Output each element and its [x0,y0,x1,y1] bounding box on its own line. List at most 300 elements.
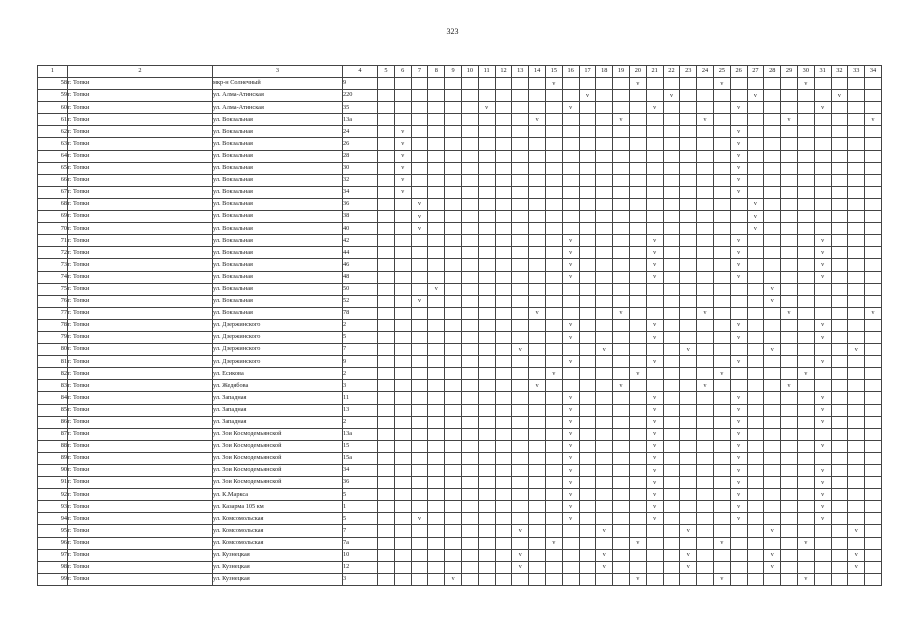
cell-city: г. Топки [68,404,213,416]
cell-col-14 [529,501,546,513]
cell-col-9 [445,465,462,477]
cell-street: ул. Вокзальная [213,247,343,259]
cell-col-5 [378,477,395,489]
table-row [38,307,882,319]
cell-col-17 [579,380,596,392]
cell-col-16 [562,525,579,537]
cell-col-5 [378,513,395,525]
cell-col-16 [562,549,579,561]
cell-col-7 [411,331,428,343]
cell-street: ул. Вокзальная [213,283,343,295]
check-mark: v [814,513,831,525]
cell-col-14 [529,477,546,489]
cell-col-33 [848,537,865,549]
cell-col-34 [865,356,882,368]
cell-col-34 [865,416,882,428]
cell-col-9 [445,513,462,525]
cell-col-20 [629,380,646,392]
check-mark: v [646,259,663,271]
cell-col-29 [781,549,798,561]
cell-col-15 [545,380,562,392]
cell-col-34 [865,223,882,235]
cell-col-26 [730,198,747,210]
check-mark: v [680,344,697,356]
cell-col-10 [461,356,478,368]
cell-col-10 [461,114,478,126]
cell-col-15 [545,416,562,428]
cell-col-24 [697,489,714,501]
cell-col-32 [831,126,848,138]
cell-house: 12 [343,561,378,573]
column-header-19: 19 [613,66,630,78]
cell-col-17 [579,489,596,501]
cell-city: г. Топки [68,465,213,477]
check-mark: v [764,549,781,561]
cell-street: ул. Кузнецкая [213,561,343,573]
cell-col-5 [378,78,395,90]
cell-col-14 [529,78,546,90]
cell-col-28 [764,440,781,452]
cell-col-20 [629,477,646,489]
check-mark: v [411,513,428,525]
column-header-7: 7 [411,66,428,78]
cell-col-18 [596,247,613,259]
cell-col-15 [545,440,562,452]
cell-col-21 [646,283,663,295]
cell-col-34 [865,428,882,440]
cell-col-21 [646,525,663,537]
cell-col-24 [697,344,714,356]
cell-col-22 [663,150,680,162]
cell-col-33 [848,271,865,283]
cell-col-31 [814,162,831,174]
cell-col-15 [545,489,562,501]
cell-col-12 [495,428,512,440]
cell-col-29 [781,513,798,525]
check-mark: v [562,235,579,247]
cell-num: 95 [38,525,68,537]
check-mark: v [646,331,663,343]
cell-col-18 [596,259,613,271]
cell-col-25 [713,307,730,319]
cell-col-8 [428,295,445,307]
cell-col-11 [478,138,495,150]
check-mark: v [613,114,630,126]
cell-col-8 [428,392,445,404]
cell-col-14 [529,295,546,307]
cell-col-28 [764,90,781,102]
cell-col-9 [445,114,462,126]
cell-col-20 [629,356,646,368]
cell-col-14 [529,223,546,235]
table-row [38,501,882,513]
check-mark: v [797,537,814,549]
cell-city: г. Топки [68,295,213,307]
cell-col-14 [529,174,546,186]
cell-col-11 [478,90,495,102]
cell-col-19 [613,102,630,114]
cell-col-13 [512,440,529,452]
column-header-29: 29 [781,66,798,78]
cell-col-7 [411,380,428,392]
cell-col-29 [781,186,798,198]
cell-col-7 [411,271,428,283]
cell-col-12 [495,513,512,525]
cell-col-6 [394,513,411,525]
cell-col-20 [629,90,646,102]
cell-col-28 [764,102,781,114]
cell-col-34 [865,501,882,513]
cell-col-27 [747,465,764,477]
column-header-13: 13 [512,66,529,78]
cell-num: 73 [38,259,68,271]
cell-col-22 [663,356,680,368]
cell-num: 93 [38,501,68,513]
check-mark: v [713,537,730,549]
cell-col-5 [378,223,395,235]
cell-col-22 [663,501,680,513]
cell-col-23 [680,162,697,174]
cell-col-27 [747,174,764,186]
cell-col-5 [378,525,395,537]
cell-col-13 [512,537,529,549]
check-mark: v [730,259,747,271]
table-row [38,114,882,126]
check-mark: v [814,235,831,247]
cell-street: ул. Вокзальная [213,307,343,319]
cell-col-15 [545,428,562,440]
cell-col-32 [831,138,848,150]
cell-city: г. Топки [68,162,213,174]
cell-col-27 [747,477,764,489]
check-mark: v [814,102,831,114]
cell-col-12 [495,331,512,343]
cell-col-7 [411,259,428,271]
cell-col-18 [596,283,613,295]
check-mark: v [730,331,747,343]
cell-col-28 [764,416,781,428]
check-mark: v [814,392,831,404]
cell-col-13 [512,90,529,102]
cell-col-12 [495,235,512,247]
cell-col-13 [512,198,529,210]
cell-col-25 [713,525,730,537]
cell-col-11 [478,283,495,295]
column-header-20: 20 [629,66,646,78]
check-mark: v [730,271,747,283]
check-mark: v [697,380,714,392]
cell-col-33 [848,247,865,259]
cell-house: 5 [343,489,378,501]
cell-col-30 [797,307,814,319]
cell-house: 9 [343,78,378,90]
cell-col-25 [713,223,730,235]
check-mark: v [831,90,848,102]
cell-col-6 [394,489,411,501]
cell-col-33 [848,489,865,501]
cell-col-19 [613,404,630,416]
cell-col-20 [629,319,646,331]
check-mark: v [562,356,579,368]
cell-col-13 [512,489,529,501]
cell-city: г. Топки [68,537,213,549]
cell-col-25 [713,452,730,464]
check-mark: v [680,561,697,573]
check-mark: v [646,235,663,247]
check-mark: v [680,549,697,561]
cell-col-21 [646,295,663,307]
cell-col-12 [495,211,512,223]
cell-house: 15 [343,440,378,452]
check-mark: v [646,319,663,331]
cell-col-7 [411,549,428,561]
cell-col-23 [680,114,697,126]
cell-col-15 [545,477,562,489]
cell-city: г. Топки [68,114,213,126]
cell-col-17 [579,416,596,428]
check-mark: v [730,452,747,464]
cell-col-7 [411,440,428,452]
cell-col-9 [445,549,462,561]
cell-col-34 [865,465,882,477]
cell-street: ул. Дзержинского [213,344,343,356]
check-mark: v [394,174,411,186]
cell-col-22 [663,114,680,126]
cell-col-17 [579,283,596,295]
cell-col-24 [697,513,714,525]
cell-col-11 [478,501,495,513]
check-mark: v [781,307,798,319]
cell-street: ул. Жедябова [213,380,343,392]
cell-num: 83 [38,380,68,392]
cell-col-34 [865,525,882,537]
cell-col-29 [781,211,798,223]
cell-col-8 [428,537,445,549]
cell-col-17 [579,368,596,380]
cell-col-26 [730,380,747,392]
cell-col-33 [848,465,865,477]
cell-num: 71 [38,235,68,247]
cell-col-26 [730,561,747,573]
cell-col-27 [747,259,764,271]
cell-col-19 [613,186,630,198]
check-mark: v [764,525,781,537]
cell-col-9 [445,295,462,307]
cell-col-14 [529,440,546,452]
cell-col-25 [713,416,730,428]
check-mark: v [545,368,562,380]
cell-col-14 [529,452,546,464]
cell-col-14 [529,211,546,223]
cell-col-25 [713,259,730,271]
cell-col-27 [747,138,764,150]
cell-col-17 [579,392,596,404]
cell-col-16 [562,561,579,573]
table-row [38,331,882,343]
cell-col-14 [529,573,546,585]
cell-col-30 [797,211,814,223]
cell-col-26 [730,295,747,307]
cell-col-19 [613,440,630,452]
column-header-1: 1 [38,66,68,78]
cell-col-11 [478,78,495,90]
cell-house: 46 [343,259,378,271]
cell-col-28 [764,307,781,319]
cell-col-10 [461,404,478,416]
cell-col-8 [428,186,445,198]
cell-col-27 [747,126,764,138]
cell-col-27 [747,150,764,162]
cell-num: 99 [38,573,68,585]
cell-col-6 [394,223,411,235]
check-mark: v [680,525,697,537]
cell-col-9 [445,283,462,295]
cell-col-9 [445,90,462,102]
cell-col-31 [814,380,831,392]
check-mark: v [562,102,579,114]
table-row [38,78,882,90]
cell-col-9 [445,440,462,452]
cell-city: г. Топки [68,223,213,235]
cell-col-33 [848,513,865,525]
cell-col-30 [797,162,814,174]
cell-street: ул. Кузнецкая [213,549,343,561]
cell-street: ул. Зои Космодемьянской [213,477,343,489]
check-mark: v [646,465,663,477]
table-row [38,223,882,235]
cell-num: 90 [38,465,68,477]
cell-col-25 [713,186,730,198]
cell-col-20 [629,174,646,186]
cell-col-7 [411,452,428,464]
cell-col-11 [478,513,495,525]
cell-col-5 [378,537,395,549]
table-row [38,428,882,440]
cell-col-19 [613,90,630,102]
cell-col-30 [797,223,814,235]
cell-col-22 [663,307,680,319]
cell-col-13 [512,392,529,404]
cell-city: г. Топки [68,247,213,259]
cell-col-24 [697,356,714,368]
cell-col-27 [747,102,764,114]
cell-col-23 [680,235,697,247]
cell-col-17 [579,344,596,356]
cell-city: г. Топки [68,174,213,186]
cell-col-24 [697,162,714,174]
cell-col-22 [663,198,680,210]
cell-col-12 [495,537,512,549]
cell-col-13 [512,452,529,464]
cell-house: 28 [343,150,378,162]
cell-col-21 [646,573,663,585]
column-header-16: 16 [562,66,579,78]
check-mark: v [394,126,411,138]
cell-col-6 [394,452,411,464]
cell-col-16 [562,307,579,319]
cell-col-11 [478,211,495,223]
cell-col-25 [713,283,730,295]
cell-col-19 [613,573,630,585]
cell-col-17 [579,356,596,368]
cell-col-5 [378,259,395,271]
cell-col-33 [848,331,865,343]
cell-col-28 [764,235,781,247]
cell-col-5 [378,271,395,283]
cell-col-30 [797,186,814,198]
cell-col-24 [697,150,714,162]
cell-street: ул. Вокзальная [213,235,343,247]
cell-col-15 [545,247,562,259]
check-mark: v [764,283,781,295]
cell-col-11 [478,537,495,549]
cell-street: ул. Западная [213,392,343,404]
cell-col-9 [445,356,462,368]
cell-col-32 [831,114,848,126]
cell-col-8 [428,428,445,440]
cell-num: 74 [38,271,68,283]
cell-col-32 [831,247,848,259]
cell-col-22 [663,223,680,235]
table-row [38,247,882,259]
cell-col-24 [697,465,714,477]
cell-col-16 [562,295,579,307]
cell-col-27 [747,501,764,513]
cell-street: ул. Комсомольская [213,537,343,549]
cell-house: 5 [343,331,378,343]
cell-col-27 [747,307,764,319]
cell-col-21 [646,186,663,198]
cell-col-6 [394,573,411,585]
cell-col-19 [613,198,630,210]
cell-col-28 [764,428,781,440]
cell-col-10 [461,477,478,489]
cell-col-8 [428,416,445,428]
cell-col-28 [764,537,781,549]
cell-col-12 [495,295,512,307]
cell-col-8 [428,247,445,259]
cell-col-5 [378,368,395,380]
cell-col-10 [461,513,478,525]
cell-col-15 [545,271,562,283]
cell-col-34 [865,489,882,501]
table-row [38,392,882,404]
cell-col-22 [663,319,680,331]
cell-col-28 [764,259,781,271]
cell-col-20 [629,428,646,440]
cell-house: 3 [343,573,378,585]
cell-col-7 [411,392,428,404]
cell-col-31 [814,561,831,573]
cell-col-13 [512,513,529,525]
cell-col-32 [831,416,848,428]
cell-col-28 [764,404,781,416]
cell-col-23 [680,465,697,477]
cell-col-33 [848,78,865,90]
cell-num: 69 [38,211,68,223]
cell-col-15 [545,259,562,271]
cell-col-12 [495,440,512,452]
cell-col-11 [478,186,495,198]
cell-col-23 [680,380,697,392]
check-mark: v [730,477,747,489]
cell-col-32 [831,174,848,186]
cell-col-5 [378,150,395,162]
cell-col-22 [663,295,680,307]
check-mark: v [814,271,831,283]
cell-col-10 [461,235,478,247]
cell-col-6 [394,368,411,380]
